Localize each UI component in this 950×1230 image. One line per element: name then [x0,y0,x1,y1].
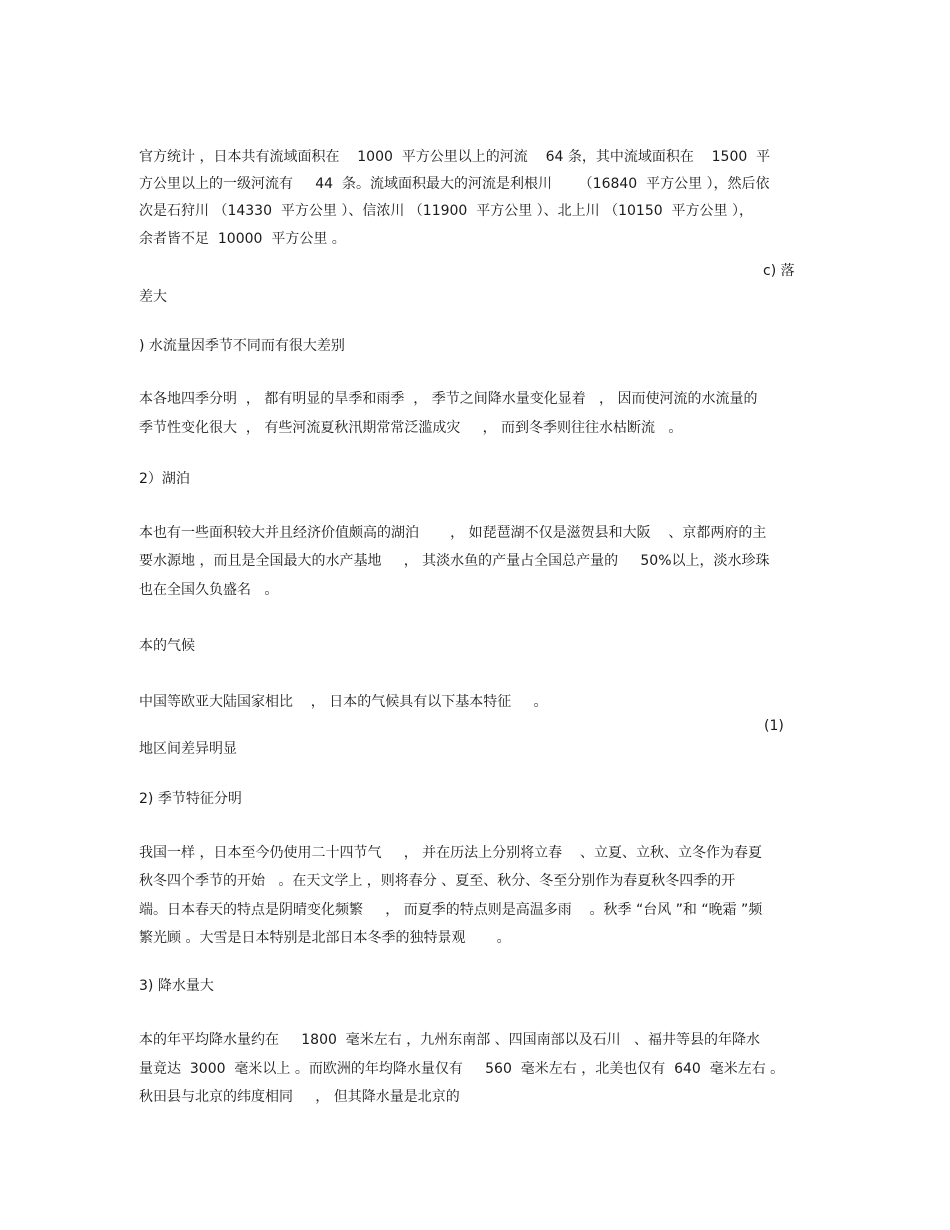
paragraph-line: 本也有一些面积较大并且经济价值颇高的湖泊 ， 如琵琶湖不仅是滋贺县和大阪 、京都两府的主 [139,525,767,541]
section-heading: 2）湖泊 [139,471,190,487]
paragraph-line: 秋田县与北京的纬度相同 ， 但其降水量是北京的 [139,1089,460,1105]
list-marker: (1) [764,718,784,734]
paragraph-line: 要水源地 ，而且是全国最大的水产基地 ， 其淡水鱼的产量占全国总产量的 50%以上，淡水珍珠 [139,553,770,569]
paragraph-line: 中国等欧亚大陆国家相比 ， 日本的气候具有以下基本特征 。 [139,694,548,710]
list-marker: c) 落 [763,263,795,279]
paragraph-line: 我国一样 ，日本至今仍使用二十四节气 ， 并在历法上分别将立春 、立夏、立秋、立冬作为春夏 [139,845,762,861]
paragraph-line: 次是石狩川 （14330 平方公里 ）、信浓川 （11900 平方公里 ）、北上川 （10150 平方公里 ）， [139,203,754,219]
paragraph-line: 本各地四季分明 ， 都有明显的旱季和雨季 ， 季节之间降水量变化显着 ， 因而使河流的水流量的 [139,391,758,407]
paragraph-line: 本的年平均降水量约在 1800 毫米左右 ，九州东南部 、四国南部以及石川 、福井等县的年降水 [139,1032,761,1048]
paragraph-line: 秋冬四个季节的开始 。在天文学上 ，则将春分 、夏至、秋分、冬至分别作为春夏秋冬四季的开 [139,873,736,889]
paragraph-line: 也在全国久负盛名 。 [139,582,279,598]
section-heading: 3) 降水量大 [139,978,214,994]
paragraph-line: 季节性变化很大 ， 有些河流夏秋汛期常常泛滥成灾 ， 而到冬季则往往水枯断流 。 [139,420,683,436]
paragraph-line: 繁光顾 。大雪是日本特别是北部日本冬季的独特景观 。 [139,930,511,946]
paragraph-line: 官方统计 ，日本共有流域面积在 1000 平方公里以上的河流 64 条，其中流域面积在 1500 平 [139,149,771,165]
section-heading: 差大 [139,289,167,305]
paragraph-line: 量竟达 3000 毫米以上 。而欧洲的年均降水量仅有 560 毫米左右 ，北美也仅有 640 毫米左右 。 [139,1061,785,1077]
section-heading: 本的气候 [139,638,195,654]
paragraph-line: 方公里以上的一级河流有 44 条。流域面积最大的河流是利根川 （16840 平方公里 ），然后依 [139,176,770,192]
paragraph-line: 余者皆不足 10000 平方公里 。 [139,231,346,247]
section-heading: 2) 季节特征分明 [139,791,242,807]
section-heading: 地区间差异明显 [139,741,237,757]
paragraph-line: 端。日本春天的特点是阴晴变化频繁 ， 而夏季的特点则是高温多雨 。秋季 “台风 ”和 “晚霜 ”频 [139,902,763,918]
section-heading: ) 水流量因季节不同而有很大差别 [139,338,345,354]
